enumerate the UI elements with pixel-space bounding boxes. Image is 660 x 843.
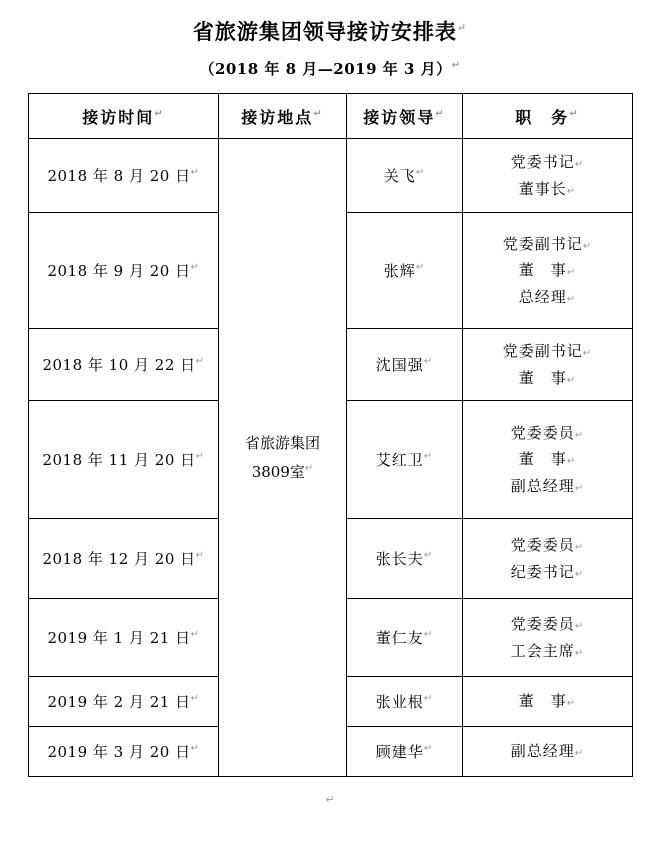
cell-time <box>29 519 219 599</box>
duty-text: 副总经理 <box>510 476 575 495</box>
cell-leader <box>347 213 463 329</box>
duty-line <box>465 532 630 558</box>
paragraph-mark-icon: ↵ <box>423 550 434 561</box>
column-header-time <box>29 94 219 139</box>
cell-duty <box>463 213 633 329</box>
paragraph-mark-icon: ↵ <box>574 568 585 580</box>
cell-leader-text: 顾建华 <box>375 743 424 761</box>
table-row <box>29 139 633 213</box>
paragraph-mark-icon: ↵ <box>574 542 585 554</box>
paragraph-mark-icon: ↵ <box>415 262 426 273</box>
paragraph-mark-icon: ↵ <box>154 108 165 120</box>
cell-place-line2: 3809室 <box>251 462 305 481</box>
cell-time <box>29 599 219 677</box>
footer-paragraph-mark: ↵ <box>325 793 335 806</box>
paragraph-mark-icon: ↵ <box>451 60 461 71</box>
page-title-text: 省旅游集团领导接访安排表 <box>192 19 457 44</box>
paragraph-mark-icon: ↵ <box>435 108 446 120</box>
cell-duty <box>463 677 633 727</box>
cell-duty <box>463 727 633 777</box>
duty-text: 副总经理 <box>510 742 575 761</box>
paragraph-mark-icon: ↵ <box>574 621 585 633</box>
paragraph-mark-icon: ↵ <box>304 462 314 474</box>
cell-time <box>29 329 219 401</box>
paragraph-mark-icon: ↵ <box>574 647 585 659</box>
paragraph-mark-icon: ↵ <box>190 743 200 754</box>
cell-leader-text: 张长夫 <box>375 550 424 568</box>
cell-place-line1: 省旅游集团 <box>244 434 320 452</box>
cell-time <box>29 677 219 727</box>
cell-leader-text: 沈国强 <box>375 356 424 374</box>
cell-time <box>29 727 219 777</box>
paragraph-mark-icon: ↵ <box>195 451 205 462</box>
duty-line <box>465 149 630 175</box>
cell-time <box>29 401 219 519</box>
page-title <box>28 16 632 46</box>
paragraph-mark-icon: ↵ <box>574 482 585 494</box>
cell-leader <box>347 329 463 401</box>
column-header-place-label: 接访地点 <box>241 107 314 127</box>
duty-text: 董 事 <box>518 261 567 280</box>
paragraph-mark-icon: ↵ <box>566 374 577 386</box>
paragraph-mark-icon: ↵ <box>313 108 324 120</box>
duty-text: 董 事 <box>518 692 567 711</box>
duty-line <box>465 176 630 202</box>
duty-text: 党委书记 <box>510 153 575 172</box>
duty-line <box>465 257 630 283</box>
cell-leader-text: 张业根 <box>375 693 424 711</box>
duty-line <box>465 638 630 664</box>
cell-leader-text: 董仁友 <box>375 629 424 647</box>
paragraph-mark-icon: ↵ <box>569 108 580 120</box>
column-header-leader <box>347 94 463 139</box>
cell-duty <box>463 139 633 213</box>
column-header-place <box>219 94 347 139</box>
duty-line <box>465 688 630 714</box>
cell-leader-text: 张辉 <box>383 262 416 280</box>
cell-place-line2-wrap <box>221 458 344 487</box>
duty-line <box>465 559 630 585</box>
duty-text: 党委委员 <box>510 424 575 443</box>
table-header-row <box>29 94 633 139</box>
cell-leader-text: 艾红卫 <box>375 451 424 469</box>
paragraph-mark-icon: ↵ <box>423 693 434 704</box>
cell-time <box>29 213 219 329</box>
paragraph-mark-icon: ↵ <box>423 451 434 462</box>
paragraph-mark-icon: ↵ <box>566 698 577 710</box>
paragraph-mark-icon: ↵ <box>195 356 205 367</box>
cell-time-text: 2019 年 3 月 20 日 <box>47 743 191 761</box>
duty-line <box>465 473 630 499</box>
duty-line <box>465 365 630 391</box>
duty-text: 党委副书记 <box>502 342 583 361</box>
paragraph-mark-icon: ↵ <box>566 293 577 305</box>
duty-text: 纪委书记 <box>510 562 575 581</box>
duty-line <box>465 338 630 364</box>
cell-duty <box>463 401 633 519</box>
cell-time-text: 2018 年 11 月 20 日 <box>42 451 196 469</box>
duty-text: 党委委员 <box>510 536 575 555</box>
cell-place <box>219 139 347 777</box>
duty-text: 党委副书记 <box>502 235 583 254</box>
duty-text: 工会主席 <box>510 641 575 660</box>
paragraph-mark-icon: ↵ <box>582 241 593 253</box>
cell-time-text: 2019 年 1 月 21 日 <box>47 629 191 647</box>
paragraph-mark-icon: ↵ <box>423 356 434 367</box>
duty-line <box>465 611 630 637</box>
duty-line <box>465 231 630 257</box>
paragraph-mark-icon: ↵ <box>574 430 585 442</box>
duty-text: 董 事 <box>518 450 567 469</box>
cell-duty <box>463 599 633 677</box>
paragraph-mark-icon: ↵ <box>574 159 585 171</box>
page-subtitle-text: （2018 年 8 月—2019 年 3 月） <box>199 60 452 78</box>
column-header-duty <box>463 94 633 139</box>
cell-time-text: 2018 年 9 月 20 日 <box>47 262 191 280</box>
paragraph-mark-icon: ↵ <box>190 693 200 704</box>
column-header-leader-label: 接访领导 <box>363 107 436 127</box>
duty-line <box>465 420 630 446</box>
paragraph-mark-icon: ↵ <box>190 629 200 640</box>
cell-leader <box>347 401 463 519</box>
paragraph-mark-icon: ↵ <box>456 21 468 34</box>
paragraph-mark-icon: ↵ <box>566 185 577 197</box>
page-subtitle <box>28 58 632 79</box>
cell-leader <box>347 139 463 213</box>
paragraph-mark-icon: ↵ <box>582 348 593 360</box>
column-header-time-label: 接访时间 <box>82 107 155 127</box>
paragraph-mark-icon: ↵ <box>574 748 585 760</box>
paragraph-mark-icon: ↵ <box>190 167 200 178</box>
paragraph-mark-icon: ↵ <box>423 743 434 754</box>
cell-leader-text: 关飞 <box>383 167 416 185</box>
cell-leader <box>347 599 463 677</box>
column-header-duty-label: 职 务 <box>515 107 570 127</box>
duty-line <box>465 284 630 310</box>
cell-duty <box>463 329 633 401</box>
paragraph-mark-icon: ↵ <box>423 629 434 640</box>
duty-text: 党委委员 <box>510 615 575 634</box>
cell-time-text: 2018 年 12 月 20 日 <box>42 550 196 568</box>
cell-leader <box>347 519 463 599</box>
duty-text: 董 事 <box>518 368 567 387</box>
duty-line <box>465 738 630 764</box>
cell-time <box>29 139 219 213</box>
cell-time-text: 2018 年 8 月 20 日 <box>47 167 191 185</box>
cell-time-text: 2019 年 2 月 21 日 <box>47 693 191 711</box>
schedule-table <box>28 93 633 777</box>
paragraph-mark-icon: ↵ <box>415 167 426 178</box>
duty-line <box>465 446 630 472</box>
paragraph-mark-icon: ↵ <box>566 267 577 279</box>
duty-text: 总经理 <box>518 287 567 306</box>
cell-leader <box>347 677 463 727</box>
duty-text: 董事长 <box>518 179 567 198</box>
paragraph-mark-icon: ↵ <box>566 456 577 468</box>
cell-leader <box>347 727 463 777</box>
cell-duty <box>463 519 633 599</box>
paragraph-mark-icon: ↵ <box>190 262 200 273</box>
paragraph-mark-icon: ↵ <box>195 550 205 561</box>
cell-time-text: 2018 年 10 月 22 日 <box>42 356 196 374</box>
